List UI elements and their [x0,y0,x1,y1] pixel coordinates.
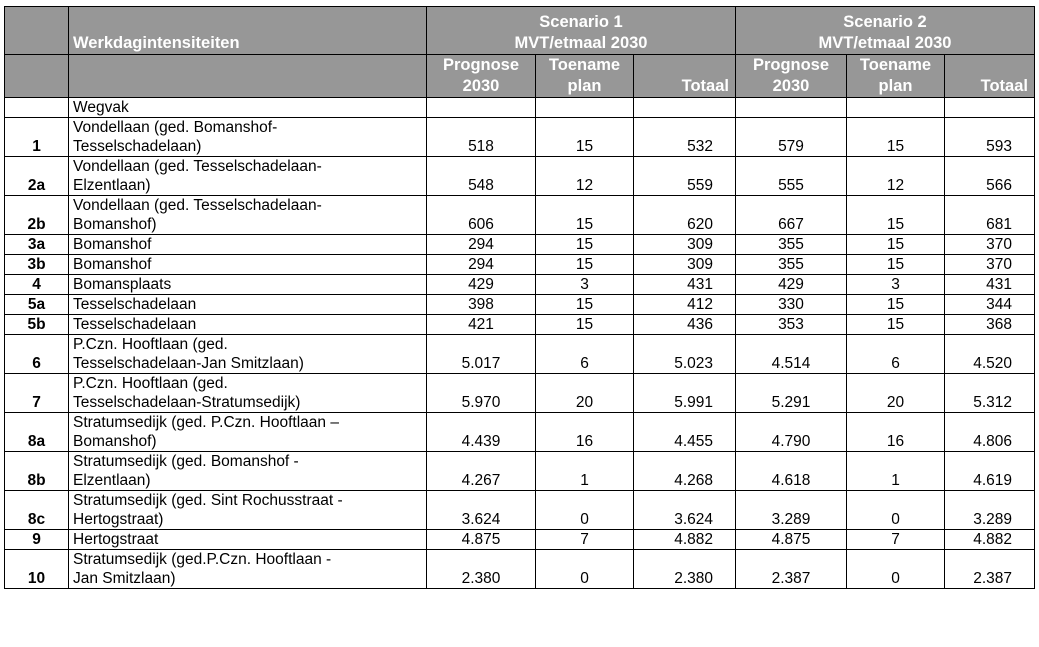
row-id: 2b [5,196,69,235]
table-row [5,196,1035,235]
s1-prognose-line1: Prognose [442,56,520,74]
row-name-line1: Tesselschadelaan [73,296,197,313]
wegvak-label: Wegvak [69,98,427,118]
s2-toename-value: 15 [847,118,945,157]
row-id: 5b [5,315,69,335]
s1-prognose-line2: 2030 [462,77,500,95]
s1-totaal-value: 3.624 [634,491,736,530]
row-id: 7 [5,374,69,413]
row-name [69,157,427,196]
s2-prognose-value: 4.514 [736,335,847,374]
s2-totaal-value: 4.806 [945,413,1035,452]
table-row [5,315,1035,335]
s2-prognose-line1: Prognose [752,56,830,74]
s2-totaal-value: 5.312 [945,374,1035,413]
s2-totaal-value: 344 [945,295,1035,315]
s2-toename-header [847,55,945,98]
scenario-1-line2: MVT/etmaal 2030 [514,34,648,52]
scenario-2-line1: Scenario 2 [843,13,927,31]
s1-toename-value: 15 [536,255,634,275]
header-name-cell-2 [69,55,427,98]
wegvak-empty [634,98,736,118]
table-row [5,452,1035,491]
s1-toename-value: 15 [536,196,634,235]
s2-totaal-value: 370 [945,255,1035,275]
table-row [5,157,1035,196]
row-name-line1: Vondellaan (ged. Tesselschadelaan- [73,197,322,214]
s1-prognose-value: 294 [427,235,536,255]
s2-toename-value: 15 [847,235,945,255]
s1-prognose-value: 3.624 [427,491,536,530]
s2-toename-value: 20 [847,374,945,413]
s2-prognose-line2: 2030 [772,77,810,95]
row-name-line2: Hertogstraat) [73,511,164,528]
table-row [5,335,1035,374]
s1-totaal-value: 412 [634,295,736,315]
s2-prognose-value: 2.387 [736,550,847,589]
row-name-line2: Bomanshof) [73,433,157,450]
s1-totaal-value: 5.991 [634,374,736,413]
s2-totaal-value: 4.882 [945,530,1035,550]
table-row [5,530,1035,550]
s1-prognose-value: 429 [427,275,536,295]
s2-toename-value: 0 [847,550,945,589]
s1-prognose-value: 518 [427,118,536,157]
s2-prognose-value: 353 [736,315,847,335]
s1-totaal-value: 4.268 [634,452,736,491]
s1-toename-line2: plan [567,77,602,95]
table-row [5,374,1035,413]
row-name [69,452,427,491]
row-name-line2: Tesselschadelaan-Jan Smitzlaan) [73,355,304,372]
s1-prognose-header [427,55,536,98]
s1-totaal-value: 5.023 [634,335,736,374]
row-name [69,315,427,335]
s2-totaal-header: Totaal [945,55,1035,98]
row-name [69,118,427,157]
s2-prognose-value: 4.790 [736,413,847,452]
row-id: 3a [5,235,69,255]
s2-totaal-value: 566 [945,157,1035,196]
s2-prognose-value: 579 [736,118,847,157]
row-name-line1: Stratumsedijk (ged. Bomanshof - [73,453,299,470]
row-name [69,413,427,452]
scenario-2-header [736,7,1035,55]
row-name-line1: Hertogstraat [73,531,159,548]
wegvak-empty [847,98,945,118]
row-name [69,295,427,315]
s2-totaal-value: 4.520 [945,335,1035,374]
s1-toename-line1: Toename [548,56,621,74]
s1-toename-value: 15 [536,315,634,335]
s2-prognose-value: 429 [736,275,847,295]
table-row [5,118,1035,157]
table-row [5,275,1035,295]
row-id: 8b [5,452,69,491]
s1-prognose-value: 4.439 [427,413,536,452]
row-id: 5a [5,295,69,315]
wegvak-empty [427,98,536,118]
s1-totaal-value: 309 [634,235,736,255]
s1-prognose-value: 5.017 [427,335,536,374]
row-name-line1: P.Czn. Hooftlaan (ged. [73,375,228,392]
s1-totaal-value: 431 [634,275,736,295]
s1-prognose-value: 2.380 [427,550,536,589]
row-name-line1: Stratumsedijk (ged. Sint Rochusstraat - [73,492,343,509]
s1-totaal-value: 436 [634,315,736,335]
row-name [69,550,427,589]
s1-totaal-value: 4.882 [634,530,736,550]
s2-prognose-value: 3.289 [736,491,847,530]
s2-toename-line2: plan [878,77,913,95]
table-body [5,98,1035,589]
s1-prognose-value: 548 [427,157,536,196]
s2-totaal-value: 370 [945,235,1035,255]
row-name-line1: Vondellaan (ged. Tesselschadelaan- [73,158,322,175]
wegvak-empty [736,98,847,118]
row-id: 9 [5,530,69,550]
s2-toename-value: 1 [847,452,945,491]
s1-prognose-value: 398 [427,295,536,315]
s2-totaal-value: 593 [945,118,1035,157]
s2-toename-value: 16 [847,413,945,452]
s2-toename-value: 12 [847,157,945,196]
s1-totaal-value: 532 [634,118,736,157]
header-row-1 [5,7,1035,55]
header-id-cell [5,7,69,55]
wegvak-id-cell [5,98,69,118]
row-name [69,255,427,275]
s1-toename-header [536,55,634,98]
row-id: 2a [5,157,69,196]
row-name-line1: Vondellaan (ged. Bomanshof- [73,119,278,136]
s1-prognose-value: 294 [427,255,536,275]
table-title: Werkdagintensiteiten [69,7,427,55]
s2-toename-value: 15 [847,255,945,275]
s1-prognose-value: 421 [427,315,536,335]
table-row [5,413,1035,452]
row-name-line1: Bomanshof [73,236,152,253]
s1-totaal-value: 620 [634,196,736,235]
s2-toename-value: 3 [847,275,945,295]
s2-prognose-value: 355 [736,235,847,255]
row-name-line2: Tesselschadelaan) [73,138,202,155]
s2-totaal-value: 681 [945,196,1035,235]
row-name-line2: Jan Smitzlaan) [73,570,176,587]
row-name-line1: P.Czn. Hooftlaan (ged. [73,336,228,353]
s1-totaal-header: Totaal [634,55,736,98]
s1-toename-value: 1 [536,452,634,491]
row-name-line1: Bomansplaats [73,276,172,293]
s2-prognose-header [736,55,847,98]
s1-toename-value: 12 [536,157,634,196]
scenario-1-header [427,7,736,55]
s1-toename-value: 20 [536,374,634,413]
row-id: 8c [5,491,69,530]
s1-toename-value: 3 [536,275,634,295]
row-id: 3b [5,255,69,275]
s2-toename-value: 6 [847,335,945,374]
row-name [69,235,427,255]
s1-toename-value: 0 [536,550,634,589]
row-name [69,196,427,235]
row-name-line2: Elzentlaan) [73,472,151,489]
table-row [5,295,1035,315]
s2-totaal-value: 2.387 [945,550,1035,589]
s1-totaal-value: 2.380 [634,550,736,589]
s1-toename-value: 15 [536,295,634,315]
s2-prognose-value: 4.875 [736,530,847,550]
s2-prognose-value: 355 [736,255,847,275]
s1-prognose-value: 5.970 [427,374,536,413]
row-name-line1: Stratumsedijk (ged. P.Czn. Hooftlaan – [73,414,339,431]
s1-toename-value: 0 [536,491,634,530]
s1-prognose-value: 606 [427,196,536,235]
s2-toename-value: 15 [847,315,945,335]
s2-totaal-value: 368 [945,315,1035,335]
s2-toename-value: 15 [847,196,945,235]
s2-prognose-value: 4.618 [736,452,847,491]
row-name [69,374,427,413]
s2-toename-value: 7 [847,530,945,550]
row-name [69,275,427,295]
table-row [5,255,1035,275]
row-name-line1: Tesselschadelaan [73,316,197,333]
wegvak-empty [536,98,634,118]
row-name [69,530,427,550]
row-name-line1: Stratumsedijk (ged.P.Czn. Hooftlaan - [73,551,332,568]
s1-prognose-value: 4.875 [427,530,536,550]
s2-toename-value: 0 [847,491,945,530]
row-id: 8a [5,413,69,452]
s1-prognose-value: 4.267 [427,452,536,491]
row-name-line2: Elzentlaan) [73,177,151,194]
row-name [69,491,427,530]
s2-totaal-value: 4.619 [945,452,1035,491]
row-id: 6 [5,335,69,374]
header-id-cell-2 [5,55,69,98]
table-row [5,491,1035,530]
table-row [5,235,1035,255]
s2-prognose-value: 330 [736,295,847,315]
scenario-1-line1: Scenario 1 [539,13,623,31]
row-id: 1 [5,118,69,157]
header-row-2 [5,55,1035,98]
s2-totaal-value: 3.289 [945,491,1035,530]
row-name-line2: Tesselschadelaan-Stratumsedijk) [73,394,301,411]
row-name-line2: Bomanshof) [73,216,157,233]
wegvak-empty [945,98,1035,118]
row-id: 4 [5,275,69,295]
s1-totaal-value: 4.455 [634,413,736,452]
s1-toename-value: 16 [536,413,634,452]
row-id: 10 [5,550,69,589]
row-name-line1: Bomanshof [73,256,152,273]
s1-toename-value: 6 [536,335,634,374]
scenario-2-line2: MVT/etmaal 2030 [818,34,952,52]
row-name [69,335,427,374]
s2-toename-line1: Toename [859,56,932,74]
s2-prognose-value: 555 [736,157,847,196]
s1-toename-value: 7 [536,530,634,550]
s1-toename-value: 15 [536,235,634,255]
s2-prognose-value: 667 [736,196,847,235]
s2-totaal-value: 431 [945,275,1035,295]
s1-toename-value: 15 [536,118,634,157]
wegvak-row [5,98,1035,118]
s2-prognose-value: 5.291 [736,374,847,413]
intensity-table [4,6,1035,589]
s1-totaal-value: 309 [634,255,736,275]
table-row [5,550,1035,589]
s2-toename-value: 15 [847,295,945,315]
s1-totaal-value: 559 [634,157,736,196]
